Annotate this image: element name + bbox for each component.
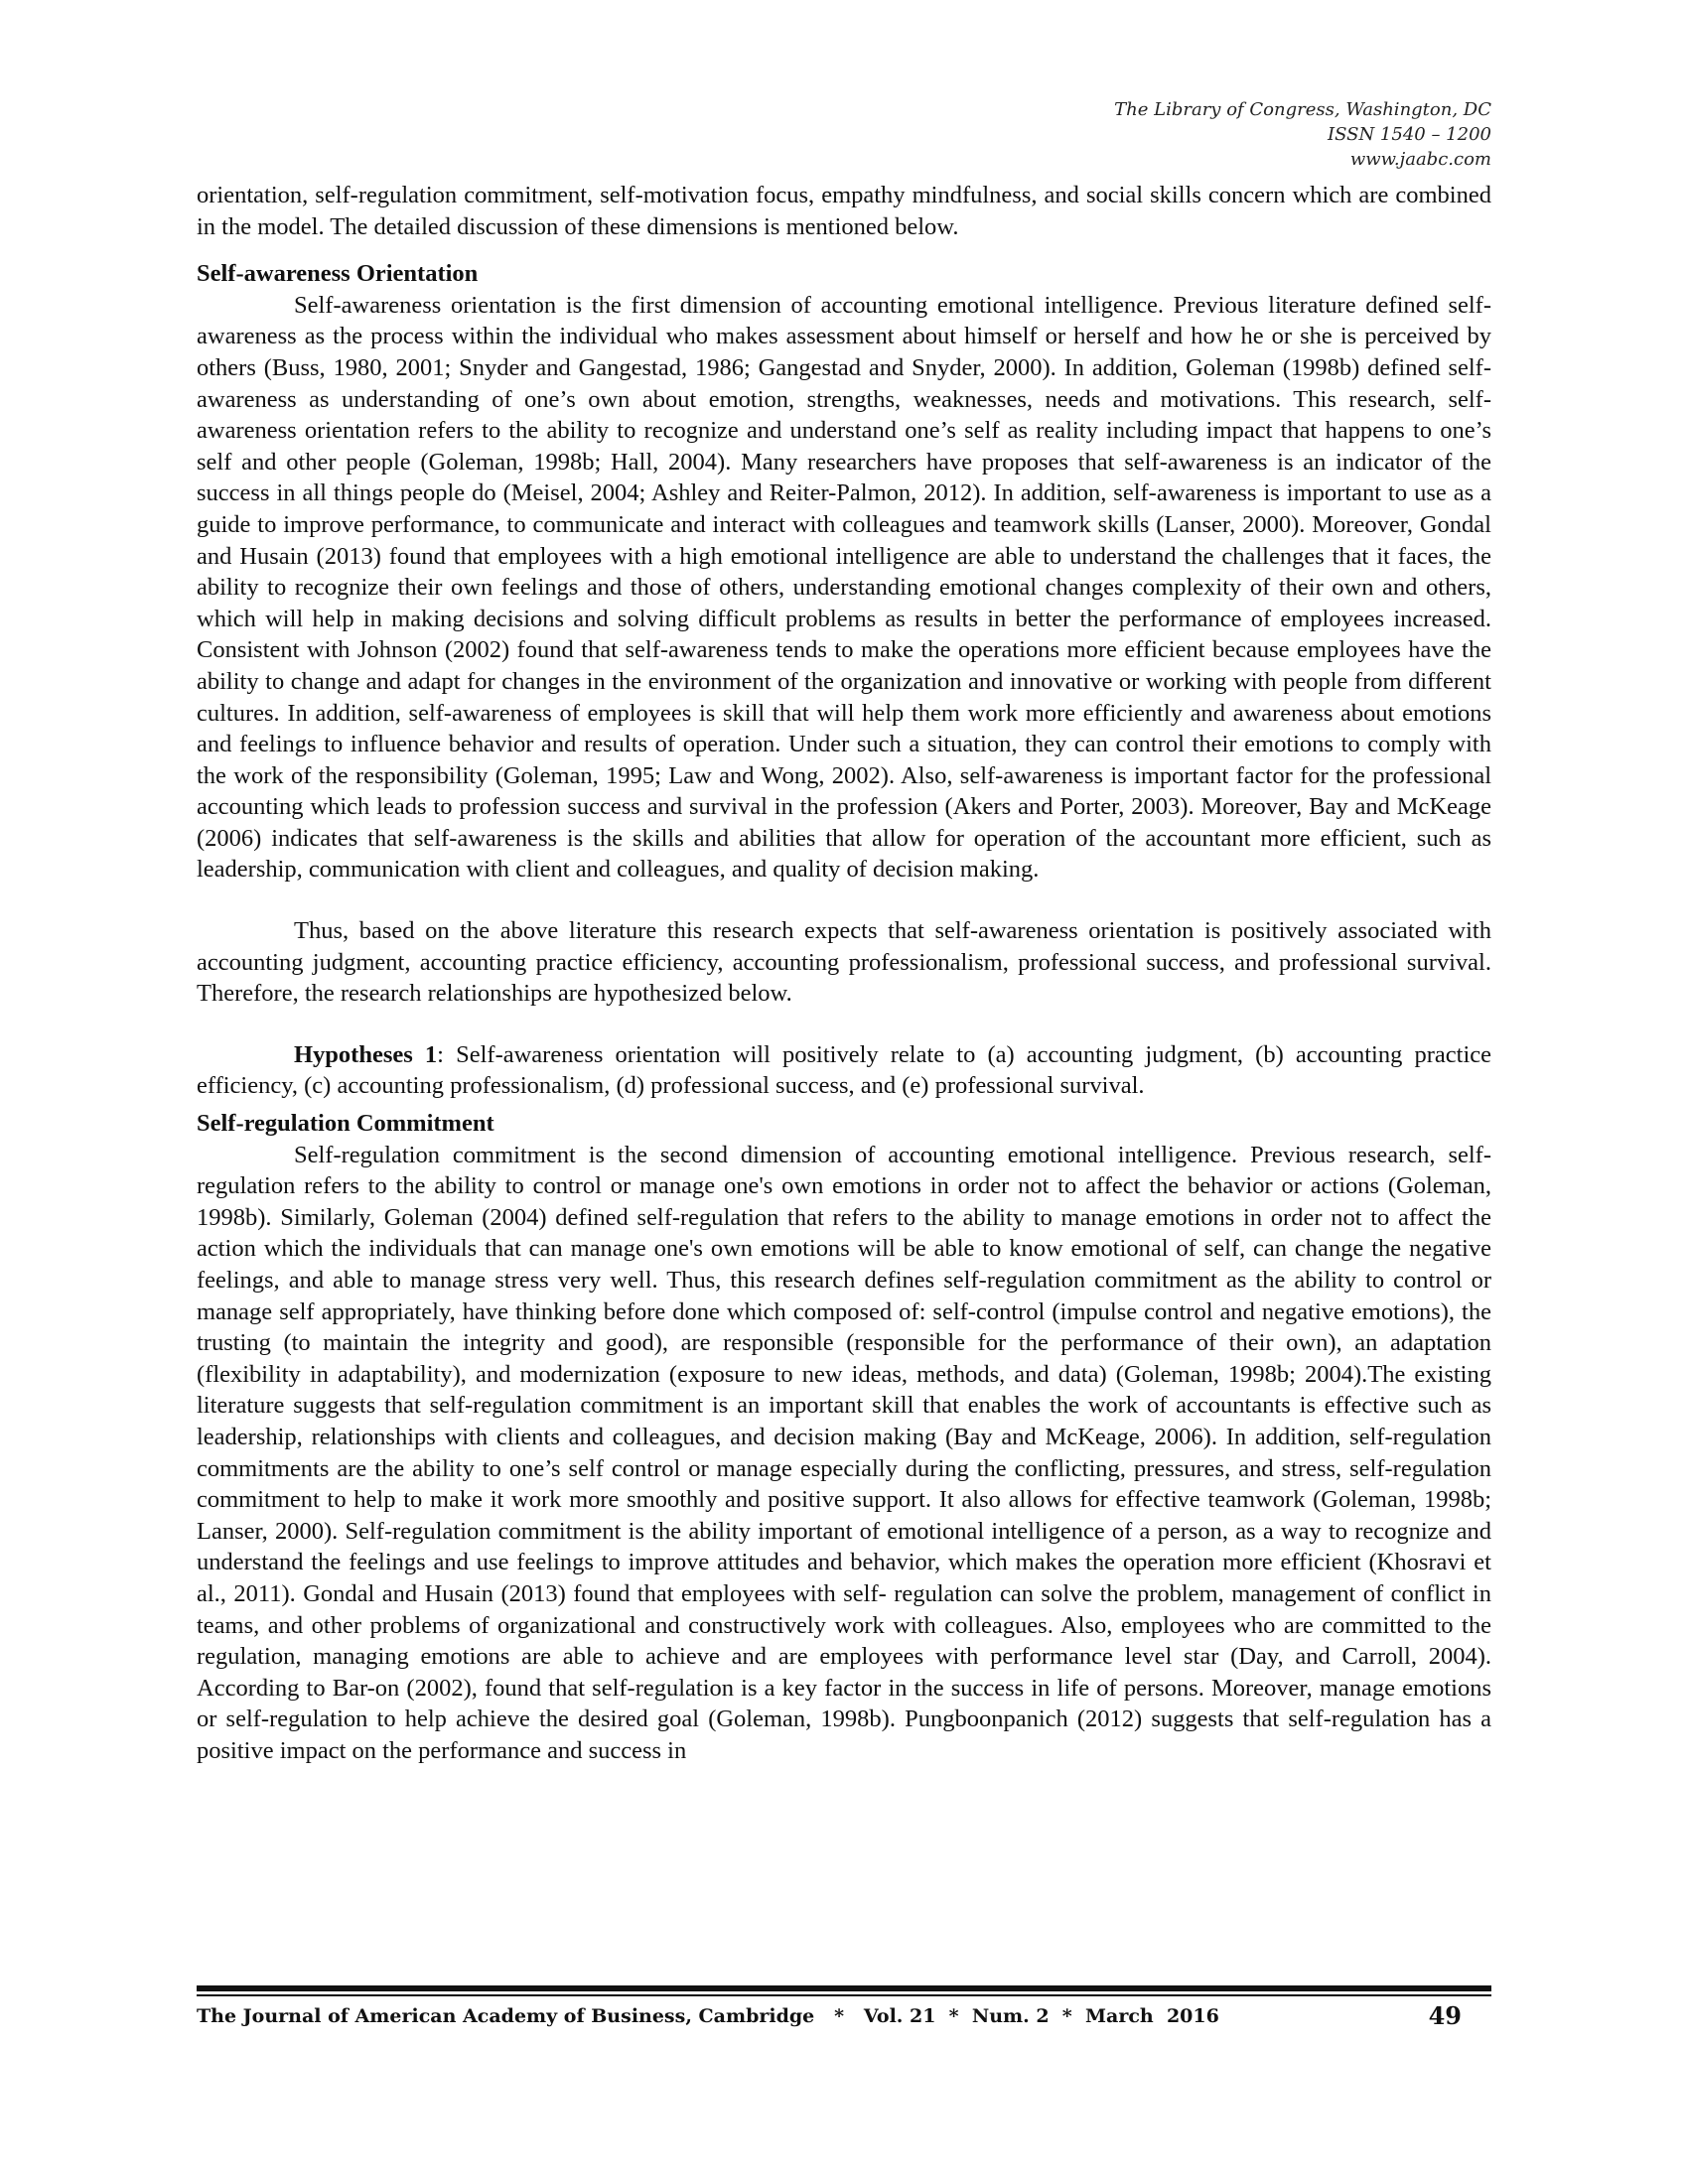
header-library: The Library of Congress, Washington, DC [1114,99,1491,120]
footer-rule-thick [197,1985,1491,1991]
self-awareness-paragraph: Self-awareness orientation is the first dimension of accounting emotional intelligence. Previous literature defined self-awareness as the process within the individual who makes assessment about himself or herself and how he or she is perceived by others (Buss, 1980, 2001; Snyder and Gangestad, 1986; Gangestad and Snyder, 2000). In addition, Goleman (1998b) defined self-awareness as understanding of one’s own about emotion, strengths, weaknesses, needs and motivations. This research, self-awareness orientation refers to the ability to recognize and understand one’s self as reality including impact that happens to one’s self and other people (Goleman, 1998b; Hall, 2004). Many researchers have proposes that self-awareness is an indicator of the success in all things people do (Meisel, 2004; Ashley and Reiter-Palmon, 2012). In addition, self-awareness is important to use as a guide to improve performance, to communicate and interact with colleagues and teamwork skills (Lanser, 2000). Moreover, Gondal and Husain (2013) found that employees with a high emotional intelligence are able to understand the challenges that it faces, the ability to recognize their own feelings and those of others, understanding emotional changes complexity of their own and others, which will help in making decisions and solving difficult problems as results in better the performance of employees increased. Consistent with Johnson (2002) found that self-awareness tends to make the operations more efficient because employees have the ability to change and adapt for changes in the environment of the organization and innovative or working with people from different cultures. In addition, self-awareness of employees is skill that will help them work more efficiently and awareness about emotions and feelings to influence behavior and results of operation. Under such a situation, they can control their emotions to comply with the work of the responsibility (Goleman, 1995; Law and Wong, 2002). Also, self-awareness is important factor for the professional accounting which leads to profession success and survival in the profession (Akers and Porter, 2003). Moreover, Bay and McKeage (2006) indicates that self-awareness is the skills and abilities that allow for operation of the accountant more efficient, such as leadership, communication with client and colleagues, and quality of decision making. [197,291,1491,884]
journal-page [197,97,1491,2142]
self-regulation-paragraph: Self-regulation commitment is the second dimension of accounting emotional intelligence. Previous research, self-regulation refers to the ability to control or manage one's own emotions in order not to affect the behavior or actions (Goleman, 1998b). Similarly, Goleman (2004) defined self-regulation that refers to the ability to manage emotions in order not to affect the action which the individuals that can manage one's own emotions will be able to know emotional of self, can change the negative feelings, and able to manage stress very well. Thus, this research defines self-regulation commitment as the ability to control or manage self appropriately, have thinking before done which composed of: self-control (impulse control and negative emotions), the trusting (to maintain the integrity and good), are responsible (responsible for the performance of their own), an adaptation (flexibility in adaptability), and modernization (exposure to new ideas, methods, and data) (Goleman, 1998b; 2004).The existing literature suggests that self-regulation commitment is an important skill that enables the work of accountants is effective such as leadership, relationships with clients and colleagues, and decision making (Bay and McKeage, 2006). In addition, self-regulation commitments are the ability to one’s self control or manage especially during the conflicting, pressures, and stress, self-regulation commitment to help to make it work more smoothly and positive support. It also allows for effective teamwork (Goleman, 1998b; Lanser, 2000). Self-regulation commitment is the ability important of emotional intelligence of a person, as a way to recognize and understand the feelings and use feelings to improve attitudes and behavior, which makes the operation more efficient (Khosravi et al., 2011). Gondal and Husain (2013) found that employees with self- regulation can solve the problem, management of conflict in teams, and other problems of organizational and constructively work with colleagues. Also, employees who are committed to the regulation, managing emotions are able to achieve and are employees with performance level star (Day, and Carroll, 2004). According to Bar-on (2002), found that self-regulation is a key factor in the success in life of persons. Moreover, manage emotions or self-regulation to help achieve the desired goal (Goleman, 1998b). Pungboonpanich (2012) suggests that self-regulation has a positive impact on the performance and success in [197,1141,1491,1764]
hypothesis-1-label: Hypotheses 1 [294,1040,438,1068]
running-footer [197,1985,1491,2036]
hypothesis-1 [197,1039,1491,1102]
self-awareness-summary-paragraph: Thus, based on the above literature this research expects that self-awareness orientation is positively associated with accounting judgment, accounting practice efficiency, accounting professionalism, professional success, and professional survival. Therefore, the research relationships are hypothesized below. [197,917,1491,1008]
intro-paragraph: orientation, self-regulation commitment, self-motivation focus, empathy mindfulness, and social skills concern which are combined in the model. The detailed discussion of these dimensions is mentioned below. [197,182,1491,240]
running-header [197,97,1491,172]
section-heading-self-regulation: Self-regulation Commitment [197,1110,494,1138]
article-body [197,180,1491,1767]
hypothesis-1-text: : Self-awareness orientation will positively relate to (a) accounting judgment, (b) accounting practice efficiency, (c) accounting professionalism, (d) professional success, and (e) professional survival. [197,1040,1492,1100]
page-number: 49 [1428,2001,1462,2030]
footer-line [197,1996,1491,2036]
header-issn: ISSN 1540 – 1200 [1328,124,1491,145]
footer-journal-citation: The Journal of American Academy of Business, Cambridge * Vol. 21 * Num. 2 * March 2016 [197,2005,1219,2027]
section-heading-self-awareness: Self-awareness Orientation [197,260,479,288]
header-website: www.jaabc.com [1349,149,1491,170]
